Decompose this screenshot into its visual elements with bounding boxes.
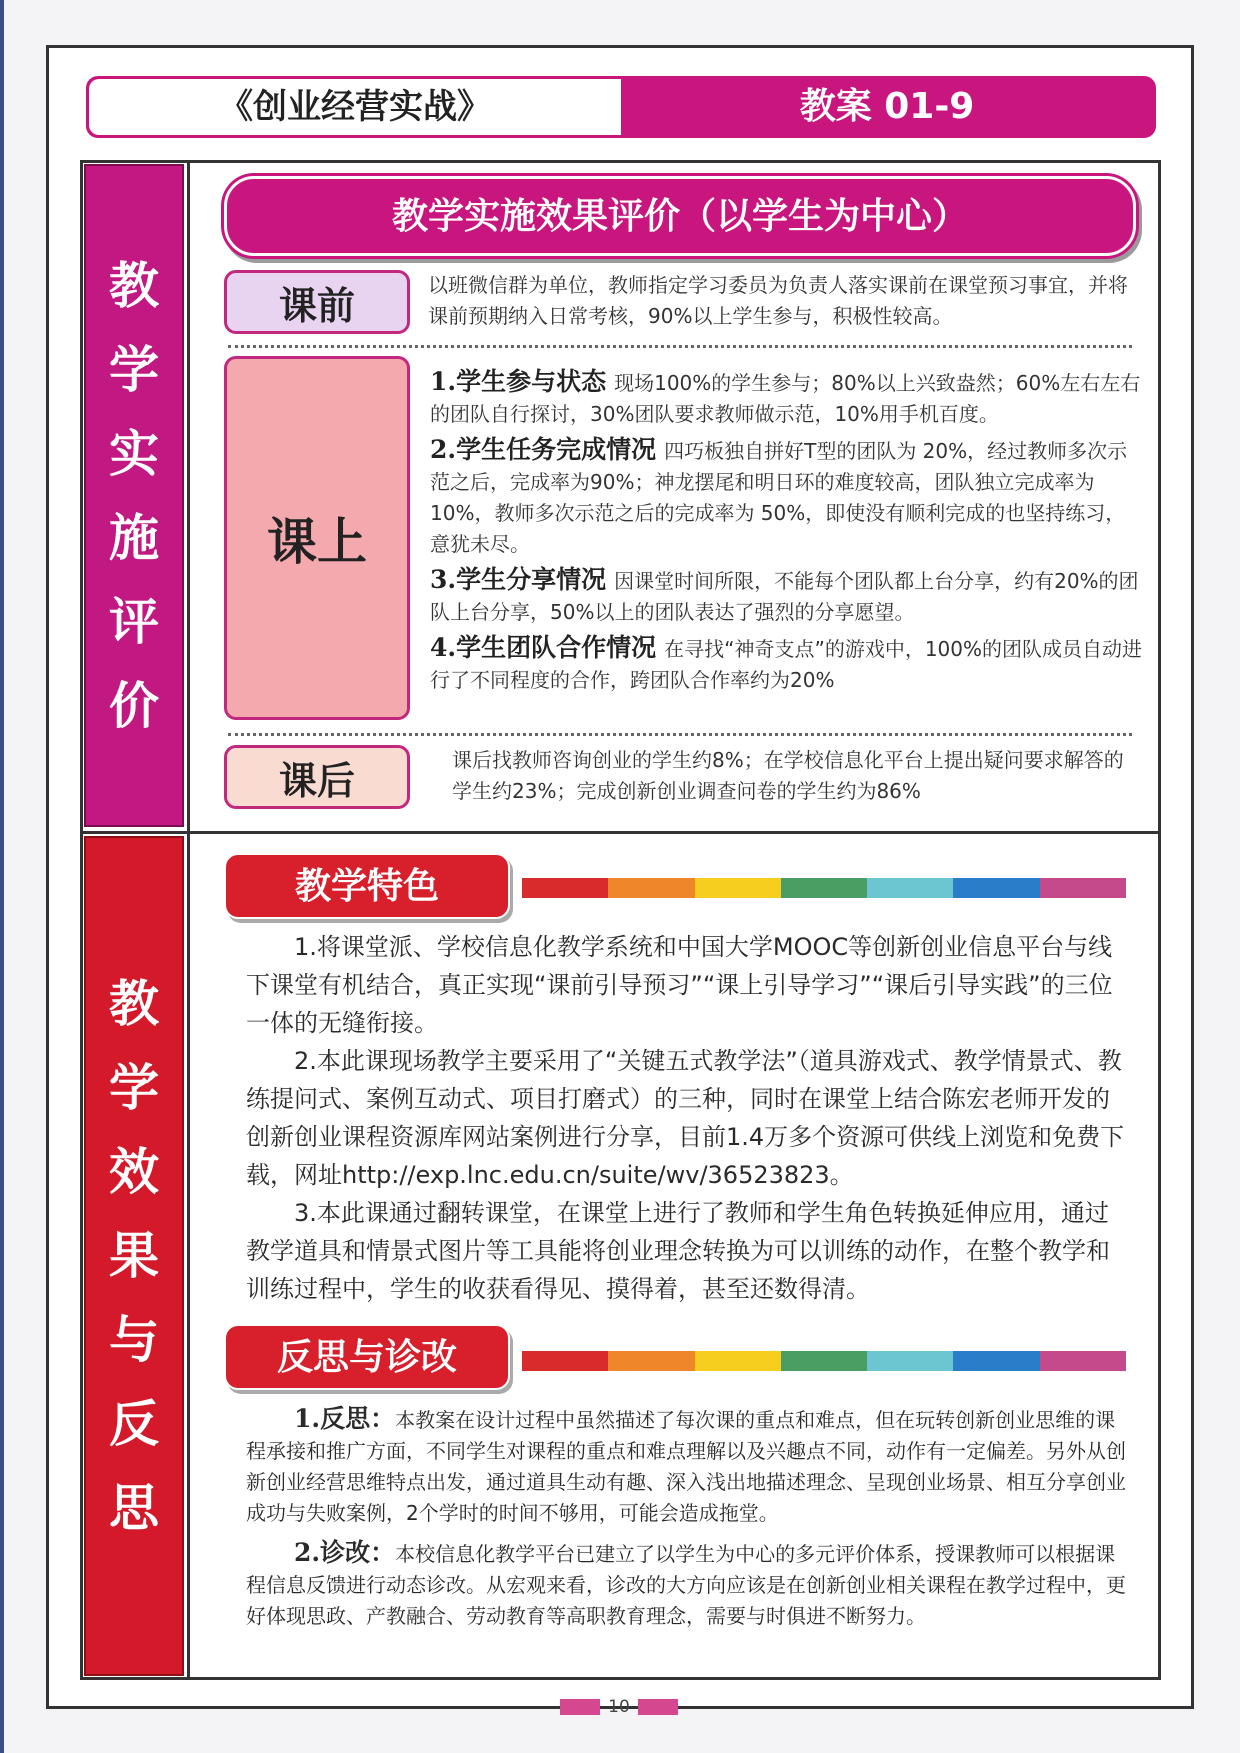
paragraph: 3.本此课通过翻转课堂，在课堂上进行了教师和学生角色转换延伸应用，通过教学道具和情景式图片等工具能将创业理念转换为可以训练的动作，在整个教学和训练过程中，学生的收获看得见、摸得着，甚至还数得清。	[246, 1199, 1110, 1303]
page-number: 10	[560, 1694, 678, 1720]
list-item: 1.学生参与状态 现场100%的学生参与；80%以上兴致盎然；60%左右左右的团队自行探讨，30%团队要求教师做示范，10%用手机百度。	[430, 367, 1141, 426]
after-class-text: 课后找教师咨询创业的学生约8%；在学校信息化平台上提出疑问要求解答的学生约23%；完成创新创业调查问卷的学生约为86%	[452, 748, 1124, 803]
dotted-divider	[228, 733, 1132, 736]
rainbow-bar	[522, 878, 1126, 898]
paragraph: 2.诊改：本校信息化教学平台已建立了以学生为中心的多元评价体系，授课教师可以根据课程信息反馈进行动态诊改。从宏观来看，诊改的大方向应该是在创新创业相关课程在教学过程中，更好体现思政、产教融合、劳动教育等高职教育理念，需要与时俱进不断努力。	[246, 1538, 1126, 1628]
paragraph: 1.将课堂派、学校信息化教学系统和中国大学MOOC等创新创业信息平台与线下课堂有机结合，真正实现“课前引导预习”“课上引导学习”“课后引导实践”的三位一体的无缝衔接。	[246, 933, 1113, 1037]
dotted-divider	[228, 345, 1132, 348]
before-class-text: 以班微信群为单位，教师指定学习委员为负责人落实课前在课堂预习事宜，并将课前预期纳入日常考核，90%以上学生参与，积极性较高。	[428, 273, 1128, 328]
side-label-effect-reflection: 教 学 效 果 与 反 思	[84, 836, 184, 1676]
course-title: 《创业经营实战》	[89, 79, 621, 135]
page-edge	[0, 0, 4, 1753]
label-before-class: 课前	[224, 270, 410, 334]
features-tag: 教学特色	[224, 853, 510, 919]
row-divider	[80, 831, 1161, 834]
paragraph: 2.本此课现场教学主要采用了“关键五式教学法”（道具游戏式、教学情景式、教练提问式、案例互动式、项目打磨式）的三种，同时在课堂上结合陈宏老师开发的创新创业课程资源库网站案例进行分享，目前1.4万多个资源可供线上浏览和免费下载，网址http://exp.lnc.edu.cn/suite/wv/36523823。	[246, 1047, 1125, 1189]
label-after-class: 课后	[224, 745, 410, 809]
reflection-body	[246, 1403, 1130, 1640]
reflection-tag: 反思与诊改	[224, 1324, 510, 1390]
section-title: 教学实施效果评价（以学生为中心）	[224, 176, 1136, 256]
page-number-right-bar	[638, 1699, 678, 1715]
features-body	[246, 928, 1126, 1308]
paragraph: 1.反思：本教案在设计过程中虽然描述了每次课的重点和难点，但在玩转创新创业思维的课程承接和推广方面，不同学生对课程的重点和难点理解以及兴趣点不同，动作有一定偏差。另外从创新创业经营思维特点出发，通过道具生动有趣、深入浅出地描述理念、呈现创业场景、相互分享创业成功与失败案例，2个学时的时间不够用，可能会造成拖堂。	[246, 1404, 1126, 1525]
list-item: 3.学生分享情况 因课堂时间所限，不能每个团队都上台分享，约有20%的团队上台分享，50%以上的团队表达了强烈的分享愿望。	[430, 565, 1139, 624]
side-label-evaluation: 教 学 实 施 评 价	[84, 164, 184, 827]
in-class-list	[430, 366, 1142, 700]
page-number-left-bar	[560, 1699, 600, 1715]
list-item: 2.学生任务完成情况 四巧板独自拼好T型的团队为 20%，经过教师多次示范之后，完成率为90%；神龙摆尾和明日环的难度较高，团队独立完成率为10%，教师多次示范之后的完成率为 50%，即使没有顺利完成的也坚持练习，意犹未尽。	[430, 435, 1128, 556]
lesson-code: 教案 01-9	[799, 86, 975, 127]
header-bar	[86, 76, 1156, 138]
list-item: 4.学生团队合作情况 在寻找“神奇支点”的游戏中，100%的团队成员自动进行了不同程度的合作，跨团队合作率约为20%	[430, 633, 1143, 692]
rainbow-bar	[522, 1351, 1126, 1371]
label-in-class: 课上	[224, 356, 410, 720]
column-divider	[187, 160, 190, 1680]
